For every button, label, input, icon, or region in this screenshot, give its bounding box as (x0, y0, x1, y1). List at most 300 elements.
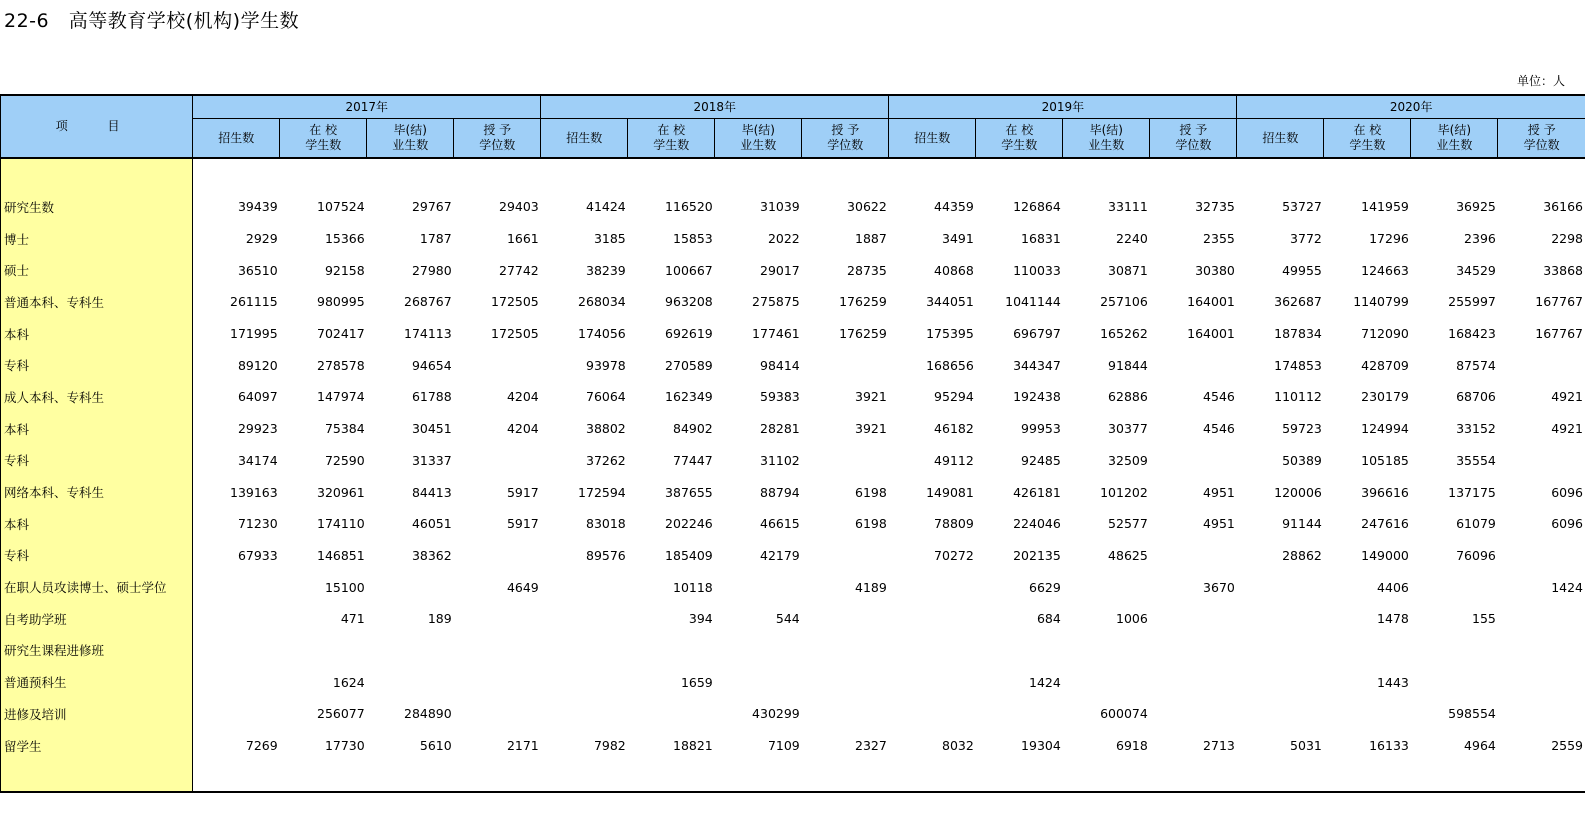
value-cell: 18821 (673, 738, 713, 754)
value-cell: 39439 (237, 199, 278, 215)
value-cell: 30380 (1195, 262, 1235, 278)
value-cell: 692619 (665, 326, 713, 342)
value-cell: 2559 (1551, 738, 1583, 754)
value-cell (1237, 571, 1324, 603)
value-cell: 53727 (1282, 199, 1322, 215)
value-cell (454, 698, 541, 730)
value-cell: 177461 (752, 326, 800, 342)
value-cell (1237, 666, 1324, 698)
value-cell: 230179 (1361, 389, 1409, 405)
value-cell: 92485 (1021, 452, 1061, 468)
value-cell: 29017 (760, 262, 800, 278)
value-cell: 19304 (1021, 738, 1061, 754)
value-cell: 146851 (317, 547, 365, 563)
value-cell: 99953 (1021, 421, 1061, 437)
subcolumn-header (1150, 119, 1237, 159)
spacer-row (1, 761, 1585, 792)
value-cell: 76096 (1456, 547, 1496, 563)
value-cell (802, 666, 889, 698)
value-cell (802, 603, 889, 635)
value-cell (541, 635, 628, 667)
value-cell: 4951 (1203, 516, 1235, 532)
value-cell: 270589 (665, 357, 713, 373)
value-cell: 1424 (1029, 674, 1061, 690)
value-cell: 172505 (491, 294, 539, 310)
value-cell: 684 (1036, 611, 1061, 627)
subcolumn-header (976, 119, 1063, 159)
value-cell (541, 698, 628, 730)
value-cell: 83018 (586, 516, 626, 532)
value-cell: 1443 (1377, 674, 1409, 690)
value-cell (1411, 571, 1498, 603)
value-cell (280, 158, 367, 191)
subcolumn-header-line: 在 校 (1005, 123, 1034, 137)
value-cell (889, 635, 976, 667)
value-cell: 168656 (926, 357, 974, 373)
value-cell (1411, 635, 1498, 667)
value-cell: 702417 (317, 326, 365, 342)
value-cell (367, 571, 454, 603)
value-cell (1498, 698, 1585, 730)
value-cell: 1424 (1551, 579, 1583, 595)
value-cell: 3491 (942, 231, 974, 247)
value-cell: 15100 (324, 579, 365, 595)
value-cell: 4189 (855, 579, 887, 595)
value-cell: 120006 (1274, 484, 1322, 500)
label-cell (1, 761, 193, 792)
value-cell (541, 666, 628, 698)
value-cell (454, 158, 541, 191)
value-cell (889, 603, 976, 635)
value-cell: 164001 (1187, 294, 1235, 310)
value-cell (367, 761, 454, 792)
value-cell: 426181 (1013, 484, 1061, 500)
value-cell (889, 698, 976, 730)
value-cell: 6096 (1551, 516, 1583, 532)
value-cell: 34174 (237, 452, 278, 468)
table-row (1, 254, 1585, 286)
value-cell: 344347 (1013, 357, 1061, 373)
value-cell: 8032 (942, 738, 974, 754)
table-row (1, 698, 1585, 730)
subcolumn-header-line: 学位数 (479, 138, 516, 152)
subcolumn-header-line: 在 校 (309, 123, 338, 137)
value-cell (1237, 698, 1324, 730)
value-cell: 32735 (1195, 199, 1235, 215)
value-cell (802, 445, 889, 477)
subcolumn-header-line: 学位数 (827, 138, 864, 152)
value-cell: 71230 (237, 516, 278, 532)
row-label: 本科 (1, 413, 193, 445)
value-cell: 3185 (593, 231, 626, 247)
value-cell: 284890 (404, 706, 452, 722)
value-cell: 185409 (665, 547, 713, 563)
value-cell (1150, 540, 1237, 572)
subcolumn-header (1237, 119, 1324, 159)
subcolumn-header (1498, 119, 1585, 159)
subcolumn-header-line: 业生数 (740, 138, 777, 152)
value-cell: 6198 (855, 516, 887, 532)
value-cell: 84413 (411, 484, 452, 500)
table-row (1, 571, 1585, 603)
value-cell: 33111 (1108, 199, 1148, 215)
subcolumn-header (1063, 119, 1150, 159)
value-cell (1063, 761, 1150, 792)
value-cell: 344051 (926, 294, 974, 310)
value-cell: 49112 (934, 452, 974, 468)
spacer-row (1, 158, 1585, 191)
subcolumn-header (1411, 119, 1498, 159)
value-cell: 176259 (839, 326, 887, 342)
value-cell: 4921 (1551, 421, 1583, 437)
table-row (1, 349, 1585, 381)
subcolumn-header-line: 业生数 (1088, 138, 1125, 152)
value-cell: 17296 (1369, 231, 1409, 247)
subcolumn-header (1324, 119, 1411, 159)
value-cell (976, 761, 1063, 792)
row-label: 进修及培训 (1, 698, 193, 730)
value-cell: 41424 (586, 199, 626, 215)
value-cell: 256077 (317, 706, 365, 722)
value-cell (1063, 666, 1150, 698)
value-cell (367, 666, 454, 698)
value-cell: 1624 (332, 674, 365, 690)
value-cell (715, 158, 802, 191)
value-cell: 110112 (1274, 389, 1322, 405)
value-cell: 387655 (665, 484, 713, 500)
value-cell (1498, 666, 1585, 698)
value-cell: 1787 (419, 231, 452, 247)
value-cell (193, 158, 280, 191)
value-cell (1150, 158, 1237, 191)
value-cell (802, 698, 889, 730)
value-cell (193, 635, 280, 667)
table-row (1, 540, 1585, 572)
subcolumn-header (367, 119, 454, 159)
subcolumn-header (541, 119, 628, 159)
table-row (1, 476, 1585, 508)
value-cell: 78809 (934, 516, 974, 532)
value-cell: 89120 (237, 357, 278, 373)
row-label: 研究生课程进修班 (1, 635, 193, 667)
value-cell (1150, 666, 1237, 698)
value-cell: 1041144 (1005, 294, 1061, 310)
value-cell: 105185 (1361, 452, 1409, 468)
subcolumn-header-line: 毕(结) (1089, 123, 1123, 137)
value-cell: 172505 (491, 326, 539, 342)
value-cell: 10118 (673, 579, 713, 595)
year-header-row (1, 95, 1585, 119)
value-cell: 44359 (934, 199, 974, 215)
value-cell: 50389 (1282, 452, 1322, 468)
value-cell: 598554 (1448, 706, 1496, 722)
row-label: 本科 (1, 318, 193, 350)
value-cell: 31337 (411, 452, 452, 468)
value-cell (628, 761, 715, 792)
value-cell: 116520 (665, 199, 713, 215)
value-cell: 5917 (506, 516, 539, 532)
subcolumn-header-line: 招生数 (1262, 130, 1299, 145)
value-cell: 4406 (1377, 579, 1409, 595)
value-cell (280, 635, 367, 667)
value-cell (454, 666, 541, 698)
table-body (1, 158, 1585, 792)
value-cell (454, 635, 541, 667)
value-cell (976, 635, 1063, 667)
subcolumn-header-line: 学生数 (653, 138, 690, 152)
value-cell: 7109 (767, 738, 800, 754)
value-cell (802, 540, 889, 572)
table-row (1, 508, 1585, 540)
table-row (1, 191, 1585, 223)
value-cell (1150, 635, 1237, 667)
value-cell: 31039 (760, 199, 800, 215)
value-cell: 36925 (1456, 199, 1496, 215)
value-cell: 1887 (855, 231, 887, 247)
value-cell: 28735 (847, 262, 887, 278)
value-cell (1411, 666, 1498, 698)
value-cell: 187834 (1274, 326, 1322, 342)
value-cell (367, 158, 454, 191)
value-cell (454, 540, 541, 572)
value-cell: 4546 (1203, 421, 1235, 437)
year-header: 2020年 (1237, 95, 1585, 119)
subcolumn-header (193, 119, 280, 159)
value-cell: 1478 (1377, 611, 1409, 627)
value-cell (1324, 158, 1411, 191)
value-cell: 16831 (1021, 231, 1061, 247)
value-cell: 72590 (324, 452, 365, 468)
subcolumn-header-line: 学位数 (1175, 138, 1212, 152)
value-cell (715, 666, 802, 698)
value-cell: 6198 (855, 484, 887, 500)
value-cell: 84902 (673, 421, 713, 437)
value-cell (541, 761, 628, 792)
value-cell (1237, 635, 1324, 667)
value-cell: 192438 (1013, 389, 1061, 405)
subcolumn-header-line: 招生数 (914, 130, 951, 145)
value-cell: 4649 (506, 579, 539, 595)
value-cell: 174113 (404, 326, 452, 342)
value-cell: 30622 (847, 199, 887, 215)
value-cell (889, 158, 976, 191)
value-cell: 35554 (1456, 452, 1496, 468)
value-cell: 2240 (1116, 231, 1148, 247)
value-cell: 38239 (586, 262, 626, 278)
subcolumn-header-line: 业生数 (1436, 138, 1473, 152)
value-cell: 4204 (506, 389, 539, 405)
row-label: 普通预科生 (1, 666, 193, 698)
value-cell: 174853 (1274, 357, 1322, 373)
value-cell: 38802 (586, 421, 626, 437)
row-label: 专科 (1, 540, 193, 572)
subcolumn-header-line: 在 校 (1353, 123, 1382, 137)
value-cell: 4204 (506, 421, 539, 437)
value-cell: 1140799 (1353, 294, 1409, 310)
value-cell: 67933 (237, 547, 278, 563)
value-cell: 3670 (1203, 579, 1235, 595)
value-cell (1324, 698, 1411, 730)
value-cell: 100667 (665, 262, 713, 278)
value-cell (802, 635, 889, 667)
value-cell: 168423 (1448, 326, 1496, 342)
subcolumn-header-line: 学位数 (1523, 138, 1560, 152)
value-cell: 224046 (1013, 516, 1061, 532)
value-cell: 101202 (1100, 484, 1148, 500)
value-cell: 268767 (404, 294, 452, 310)
value-cell: 544 (775, 611, 800, 627)
value-cell: 2022 (767, 231, 800, 247)
value-cell: 30451 (411, 421, 452, 437)
value-cell (802, 158, 889, 191)
value-cell: 202135 (1013, 547, 1061, 563)
value-cell: 46182 (934, 421, 974, 437)
item-header: 项 目 (1, 95, 193, 158)
row-label: 硕士 (1, 254, 193, 286)
row-label: 本科 (1, 508, 193, 540)
value-cell: 165262 (1100, 326, 1148, 342)
value-cell: 29767 (411, 199, 452, 215)
year-header: 2017年 (193, 95, 541, 119)
value-cell: 30377 (1108, 421, 1148, 437)
value-cell: 149000 (1361, 547, 1409, 563)
value-cell: 175395 (926, 326, 974, 342)
value-cell: 3921 (855, 421, 887, 437)
value-cell: 87574 (1456, 357, 1496, 373)
value-cell (1237, 158, 1324, 191)
value-cell: 2355 (1203, 231, 1235, 247)
subcolumn-header (802, 119, 889, 159)
value-cell: 963208 (665, 294, 713, 310)
value-cell: 2298 (1551, 231, 1583, 247)
value-cell (1237, 761, 1324, 792)
value-cell: 394 (688, 611, 713, 627)
value-cell: 147974 (317, 389, 365, 405)
value-cell (1324, 635, 1411, 667)
subcolumn-header-line: 毕(结) (1437, 123, 1472, 137)
value-cell: 89576 (586, 547, 626, 563)
subcolumn-header-line: 授 予 (1179, 123, 1208, 137)
value-cell: 34529 (1456, 262, 1496, 278)
value-cell: 4951 (1203, 484, 1235, 500)
value-cell: 29403 (499, 199, 539, 215)
value-cell (367, 635, 454, 667)
value-cell: 92158 (324, 262, 365, 278)
subcolumn-header-line: 学生数 (1349, 138, 1386, 152)
value-cell (802, 761, 889, 792)
value-cell: 64097 (237, 389, 278, 405)
value-cell: 6918 (1116, 738, 1148, 754)
value-cell: 5031 (1290, 738, 1322, 754)
row-label: 成人本科、专科生 (1, 381, 193, 413)
value-cell: 107524 (317, 199, 365, 215)
value-cell: 28281 (760, 421, 800, 437)
value-cell: 61079 (1456, 516, 1496, 532)
value-cell: 42179 (760, 547, 800, 563)
value-cell: 5610 (419, 738, 452, 754)
value-cell (1324, 761, 1411, 792)
value-cell: 5917 (506, 484, 539, 500)
value-cell: 28862 (1282, 547, 1322, 563)
subcolumn-header (889, 119, 976, 159)
value-cell (454, 349, 541, 381)
value-cell: 124994 (1361, 421, 1409, 437)
value-cell: 268034 (578, 294, 626, 310)
value-cell: 2171 (506, 738, 539, 754)
row-label: 在职人员攻读博士、硕士学位 (1, 571, 193, 603)
subcolumn-header (715, 119, 802, 159)
value-cell (1150, 761, 1237, 792)
value-cell: 110033 (1013, 262, 1061, 278)
value-cell (1150, 445, 1237, 477)
value-cell: 76064 (586, 389, 626, 405)
value-cell: 98414 (760, 357, 800, 373)
value-cell: 176259 (839, 294, 887, 310)
value-cell: 1661 (506, 231, 539, 247)
value-cell: 37262 (586, 452, 626, 468)
value-cell: 48625 (1108, 547, 1148, 563)
value-cell: 15366 (324, 231, 365, 247)
value-cell: 17730 (324, 738, 365, 754)
subcolumn-header-line: 业生数 (392, 138, 429, 152)
value-cell: 600074 (1100, 706, 1148, 722)
value-cell: 320961 (317, 484, 365, 500)
value-cell: 167767 (1535, 294, 1583, 310)
value-cell: 7982 (593, 738, 626, 754)
value-cell: 49955 (1282, 262, 1322, 278)
value-cell: 428709 (1361, 357, 1409, 373)
value-cell: 174110 (317, 516, 365, 532)
value-cell (889, 761, 976, 792)
value-cell: 257106 (1100, 294, 1148, 310)
value-cell (454, 603, 541, 635)
row-label: 研究生数 (1, 191, 193, 223)
row-label: 留学生 (1, 730, 193, 762)
value-cell: 61788 (411, 389, 452, 405)
value-cell: 696797 (1013, 326, 1061, 342)
value-cell (1498, 540, 1585, 572)
value-cell: 94654 (411, 357, 452, 373)
value-cell (541, 158, 628, 191)
value-cell: 172594 (578, 484, 626, 500)
subcolumn-header-line: 招生数 (218, 130, 255, 145)
value-cell: 149081 (926, 484, 974, 500)
value-cell: 29923 (237, 421, 278, 437)
value-cell: 59383 (760, 389, 800, 405)
value-cell: 2929 (245, 231, 278, 247)
subcolumn-header-line: 授 予 (1527, 123, 1556, 137)
value-cell (889, 666, 976, 698)
value-cell: 171995 (230, 326, 278, 342)
value-cell: 124663 (1361, 262, 1409, 278)
value-cell (1150, 603, 1237, 635)
value-cell (454, 761, 541, 792)
subcolumn-header (628, 119, 715, 159)
value-cell (802, 349, 889, 381)
subcolumn-header-line: 授 予 (831, 123, 860, 137)
value-cell: 40868 (934, 262, 974, 278)
data-table-container (0, 94, 1585, 793)
table-row (1, 635, 1585, 667)
table-row (1, 445, 1585, 477)
value-cell: 33152 (1456, 421, 1496, 437)
value-cell: 275875 (752, 294, 800, 310)
value-cell (1150, 698, 1237, 730)
value-cell: 155 (1472, 611, 1496, 627)
table-row (1, 286, 1585, 318)
value-cell: 3921 (855, 389, 887, 405)
value-cell: 4546 (1203, 389, 1235, 405)
